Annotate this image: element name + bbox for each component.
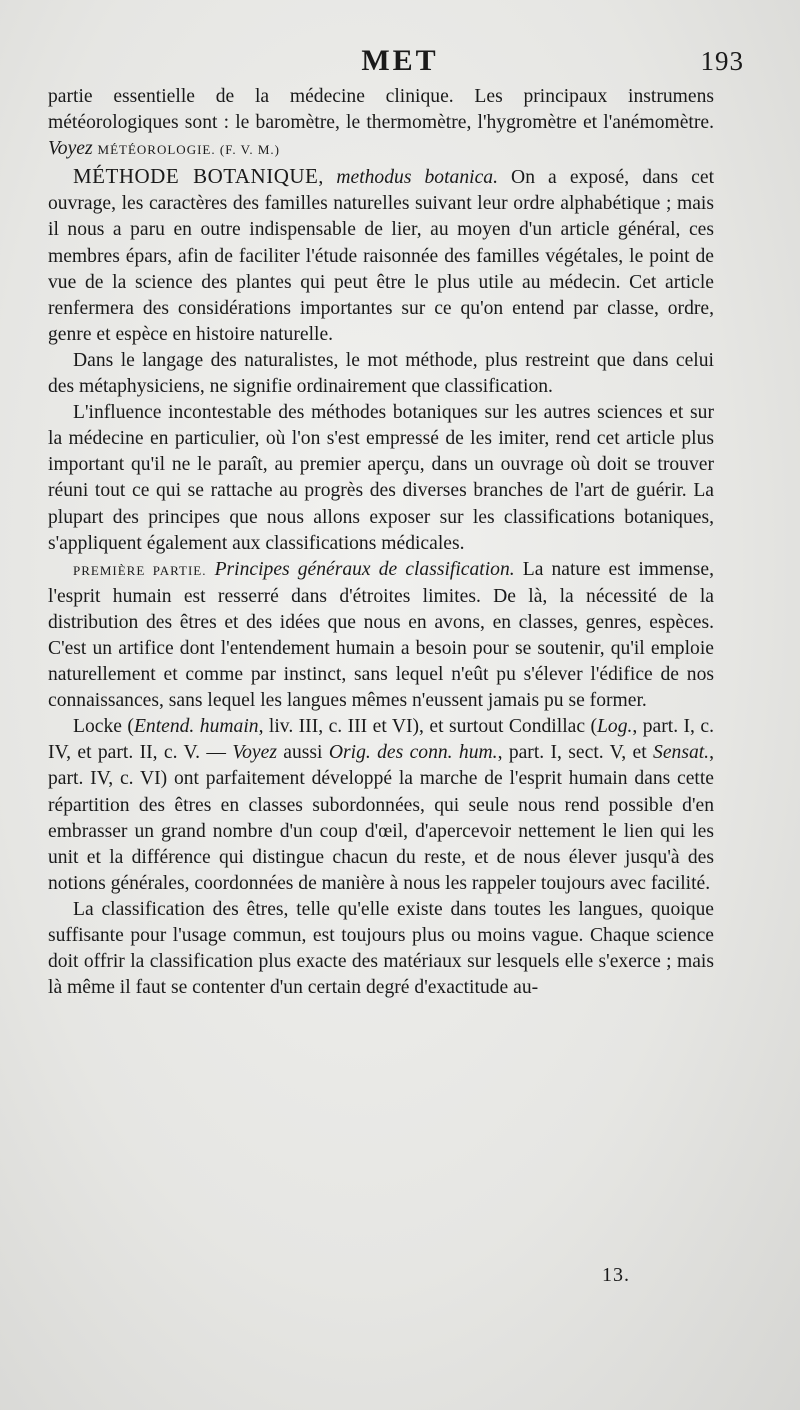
italic-text: Voyez [48,138,93,160]
text-run: On a exposé, dans cet ouvrage, les caractères des familles naturelles suivant leur ordre alphabétique ; mais il nous a paru en outre indispensable de lier, au moyen d'un article général, ces membres épars, afin de faciliter l'étude raisonnée des familles végétales, le point de vue de la science des plantes qui peut être le plus utile au médecin. Cet article renfermera des considérations importantes sur ce qu'on entend par classe, ordre, genre et espèce en histoire naturelle. [48,167,715,345]
italic-text: Sensat. [653,742,710,764]
paragraph [48,84,714,163]
paragraph [48,400,714,557]
paragraph [48,557,714,715]
page-header [0,44,800,84]
text-run: La classification des êtres, telle qu'elle existe dans toutes les langues, quoique suffisante pour l'usage commun, est toujours plus ou moins vague. Chaque science doit offrir la classification plus exacte des matériaux sur lesquels elle s'exerce ; mais là même il faut se contenter d'un certain degré d'exactitude au- [48,898,714,999]
small-caps-text: MÉTÉOROLOGIE. [97,142,216,158]
text-run: La nature est immense, l'esprit humain est resserré dans d'étroites limites. De là, la nécessité de la distribution des êtres et des idées que nous en avons, en classes, genres, espèces. C'est un artifice dont l'entendement humain a besoin pour se soutenir, qu'il emploie naturellement et comme par instinct, sans lequel n'eût pu s'élever l'édifice de nos connaissances, sans lequel les langues mêmes n'eussent jamais pu se former. [48,558,714,712]
text-run: Locke ( [73,716,134,738]
small-caps-text: PREMIÈRE PARTIE. [73,562,207,578]
text-run: L'influence incontestable des méthodes botaniques sur les autres sciences et sur la médecine en particulier, où l'on s'est empressé de les imiter, rend cet article plus important qu'il ne le paraît, au premier aperçu, dans un ouvrage où doit se trouver réuni tout ce qui se rattache au progrès des diverses branches de l'art de guérir. La plupart des principes que nous allons exposer sur les classifications botaniques, s'appliquent également aux classifications médicales. [48,402,714,554]
text-run: , liv. III, c. III et VI), et surtout Condillac ( [258,716,597,738]
body-text [48,84,714,1001]
entry-term: MÉTHODE BOTANIQUE [73,164,319,189]
italic-text: Principes généraux de classification. [214,558,515,580]
small-caps-text: (F. V. M.) [215,142,280,158]
italic-text: Orig. des conn. hum. [328,742,498,764]
text-run: Dans le langage des naturalistes, le mot méthode, plus restreint que dans celui des métaphysiciens, ne signifie ordinairement que classification. [48,349,714,398]
paragraph [48,348,714,400]
text-run: , [318,167,337,189]
text-run: aussi [276,742,329,764]
paragraph [48,897,714,1001]
running-head: MET [361,44,439,77]
text-run: , part. I, sect. V, et [497,742,654,764]
italic-text: Log. [597,716,633,738]
italic-text: Entend. humain [133,716,259,738]
text-run: partie essentielle de la médecine clinique. Les principaux instrumens météorologiques sont : le baromètre, le thermomètre, l'hygromètre et l'anémomètre. [48,86,714,134]
italic-text: methodus botanica. [336,167,498,189]
page-number: 193 [700,46,744,76]
italic-text: Voyez [232,742,277,764]
paragraph [48,714,714,897]
text-run [206,559,214,580]
paragraph [48,163,714,348]
signature-mark: 13. [602,1264,630,1286]
text-run: , part. IV, c. VI) ont parfaitement développé la marche de l'esprit humain dans cette répartition des êtres en classes subordonnées, qui seule nous rend possible d'en embrasser un grand nombre d'un coup d'œil, d'apercevoir nettement le lien qui les unit et la différence qui distingue chacun du reste, et de nous élever jusqu'à des notions générales, coordonnées de manière à nous les rappeler toujours avec facilité. [48,742,714,894]
text-run: , part. I, c. IV, et part. II, c. V. — [48,716,714,764]
